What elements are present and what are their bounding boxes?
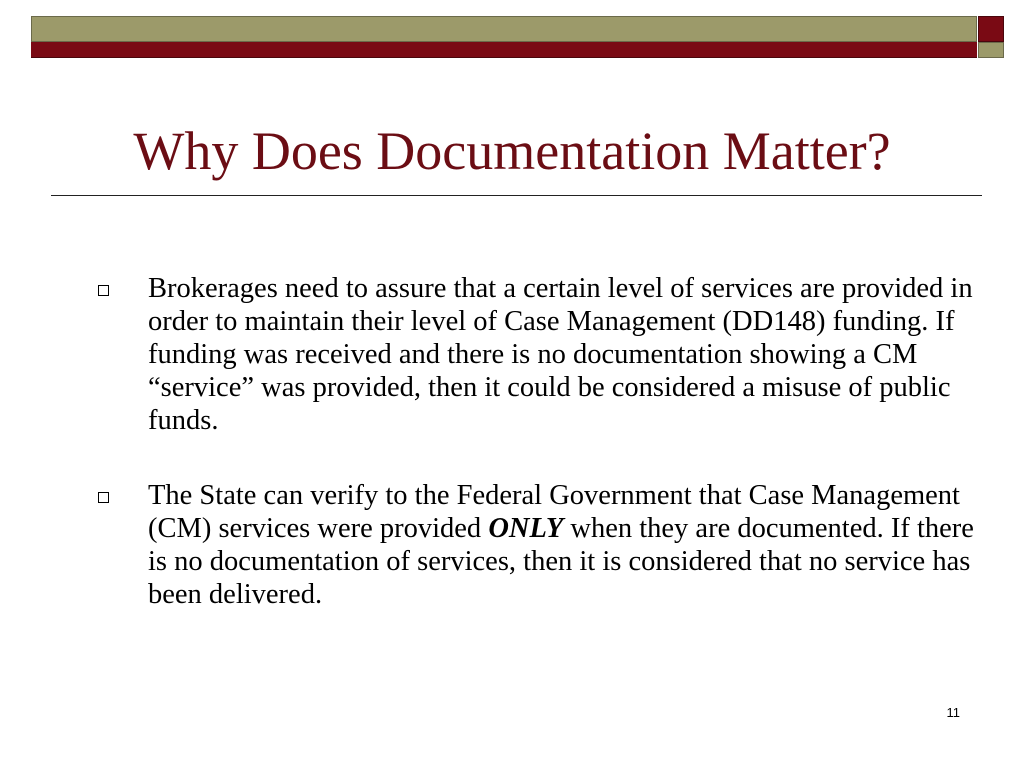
header-bar-maroon (31, 42, 977, 58)
header-square-olive (978, 42, 1004, 58)
bullet-text-before: The State can verify to the Federal Government that Case Management (CM) services were provided (148, 480, 960, 544)
hollow-square-bullet-icon (98, 285, 109, 296)
page-number: 11 (946, 705, 960, 720)
bullet-text: Brokerages need to assure that a certain level of services are provided in order to maintain their level of Case Management (DD148) funding. If funding was received and there is no documentation showing a CM “service” was provided, then it could be considered a misuse of public funds. (148, 273, 973, 436)
bullet-emphasis: ONLY (488, 513, 564, 544)
header-square-maroon (978, 16, 1004, 42)
bullet-text-after: when they are documented. If there is no documentation of services, then it is considered that no service has been delivered. (148, 513, 974, 610)
title-divider (51, 195, 982, 196)
slide-body (94, 272, 984, 653)
header-bar-olive (31, 16, 977, 42)
hollow-square-bullet-icon (98, 492, 109, 503)
slide-title: Why Does Documentation Matter? (133, 121, 891, 181)
bullet-item (94, 479, 984, 611)
bullet-text (148, 480, 974, 610)
bullet-item (94, 272, 984, 437)
